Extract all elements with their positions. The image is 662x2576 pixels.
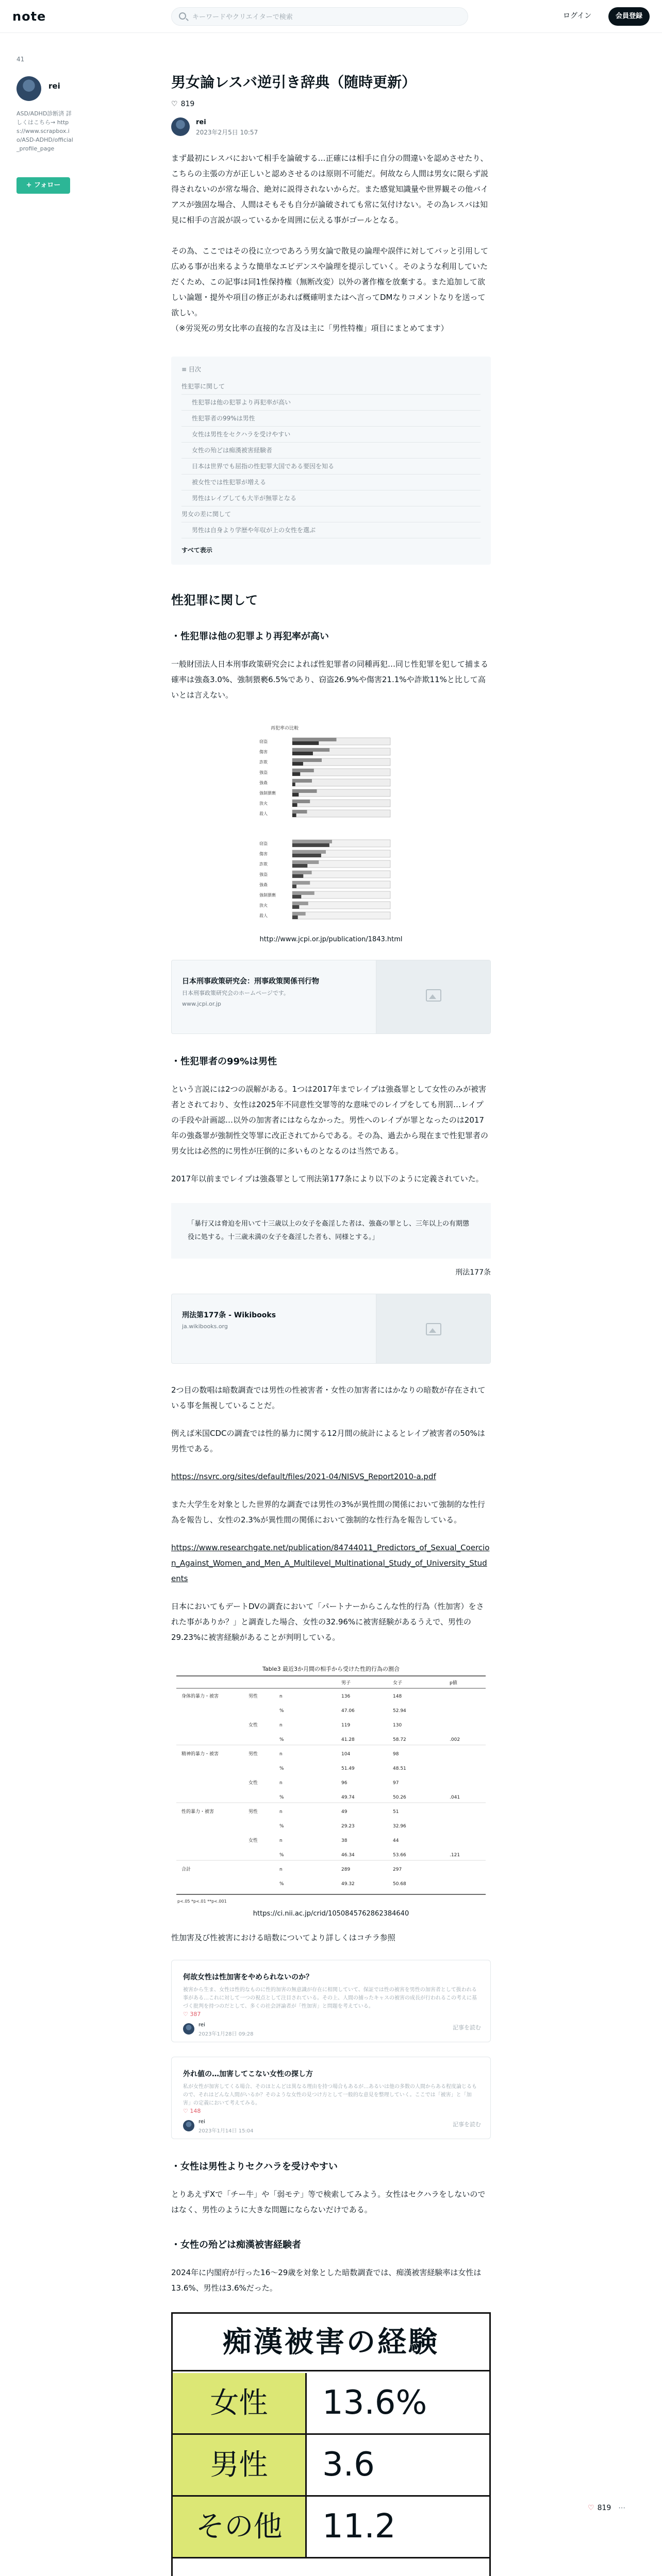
- related-article-excerpt: 私が女性が加害してくる場合、そのほとんどは異なる理由を持つ場合もあるが…あるいは他の多数の人間からある程度論じるもので、それはどんな人間がいるか？そのような女性の見つけ方として一般的な意見を整理していく。ここでは「被害」と「加害」の定義において考えてみる。: [183, 2084, 477, 2106]
- table-cell: %: [279, 1795, 284, 1800]
- search-icon: [179, 12, 186, 20]
- table-cell: 130: [393, 1723, 402, 1728]
- figure-row-label: 窃盗: [259, 841, 268, 846]
- link-card-jcpi[interactable]: [171, 960, 491, 1034]
- toc-items: [181, 379, 481, 538]
- heading-99-percent: ・性犯罪者の99%は男性: [171, 1056, 277, 1067]
- figure-row-label: 強制猥褻: [259, 893, 276, 897]
- table-cell: 136: [341, 1694, 351, 1699]
- paragraph-99-e: また大学生を対象とした世界的な調査では男性の3%が異性間の関係において強制的な性行為を報告し、女性の2.3%が異性間の関係において強制的な性行為を報告している。: [171, 1500, 485, 1524]
- author-name[interactable]: rei: [48, 81, 60, 91]
- link-card-description: 日本刑事政策研究会のホームページです。: [182, 990, 289, 996]
- section-heading-sex-crime: 性犯罪に関して: [171, 593, 258, 607]
- figure-row-track: [292, 912, 390, 919]
- signup-button[interactable]: 会員登録: [608, 7, 650, 26]
- figure-row-label: 放火: [259, 801, 268, 806]
- table-cell: %: [279, 1708, 284, 1714]
- recidivism-figure-caption: http://www.jcpi.or.jp/publication/1843.html: [259, 936, 403, 943]
- toc-item[interactable]: 男性はレイプしても大半が無罪となる: [181, 490, 481, 506]
- table-title: Table3 最近3か月間の相手から受けた性的行為の割合: [262, 1666, 400, 1672]
- toc-item[interactable]: 男性は自身より学歴や年収が上の女性を選ぶ: [181, 522, 481, 538]
- intro-note: （※労災死の男女比率の直接的な言及は主に「男性特権」項目にまとめてます）: [171, 324, 449, 333]
- chikan-row-value: 3.6: [322, 2446, 375, 2484]
- toc-item[interactable]: 性犯罪者の99%は男性: [181, 411, 481, 427]
- figure-title: 再犯率の比較: [271, 726, 299, 731]
- paragraph-sexual-harassment: とりあえずXで「チー牛」や「弱モテ」等で検索してみよう。女性はセクハラをしないのではなく、男性のように大きな問題にならないだけである。: [171, 2190, 486, 2214]
- quote-source: 刑法177条: [455, 1268, 491, 1277]
- figure-bar-a: [292, 772, 300, 776]
- search-box[interactable]: [171, 7, 468, 26]
- figure-bar-b: [292, 860, 319, 864]
- like-count: 819: [180, 100, 195, 108]
- author-avatar[interactable]: [16, 76, 41, 101]
- paragraph-recidivism: 一般財団法人日本刑事政策研究会によれば性犯罪者の同種再犯…同じ性犯罪を犯して捕まる確率は強姦3.0%、強制猥褻6.5%であり、窃盗26.9%や傷害21.1%や詐欺11%と比して高いとは言えない。: [171, 659, 489, 700]
- figure-bar-b: [292, 738, 337, 741]
- figure-bar-b: [292, 840, 332, 843]
- recidivism-figure[interactable]: [256, 719, 406, 931]
- figure-bar-b: [292, 881, 310, 885]
- toc-item[interactable]: 性犯罪に関して: [181, 379, 481, 395]
- table-cell: n: [279, 1867, 283, 1872]
- link-card-thumbnail: [376, 1294, 490, 1363]
- table-cell: 50.68: [393, 1882, 406, 1887]
- figure-row-label: 傷害: [259, 750, 268, 754]
- figure-bar-b: [292, 902, 308, 905]
- chikan-row-label: その他: [173, 2497, 307, 2557]
- table-cell: 38: [341, 1838, 347, 1843]
- table-cell: 289: [341, 1867, 351, 1872]
- figure-row-label: 殺人: [259, 811, 268, 816]
- table-cell: n: [279, 1723, 283, 1728]
- link-card-title: 日本刑事政策研究会：刑事政策関係刊行物: [182, 977, 319, 986]
- table-cell: 49.32: [341, 1882, 355, 1887]
- table-cell: 46.34: [341, 1853, 355, 1858]
- table-cell: n: [279, 1781, 283, 1786]
- table-cell: 97: [393, 1781, 399, 1786]
- related-article-date: 2023年1月28日 09:28: [198, 2031, 254, 2037]
- figure-bar-a: [292, 762, 303, 766]
- related-article-avatar: [183, 2023, 194, 2035]
- chikan-experience-image[interactable]: [171, 2312, 491, 2576]
- related-article-likes: ♡ 387: [183, 2011, 201, 2018]
- login-link[interactable]: ログイン: [563, 12, 592, 20]
- like-summary[interactable]: [171, 100, 491, 110]
- table-cell: 身体的暴力・被害: [181, 1694, 219, 1699]
- figure-row-label: 殺人: [259, 913, 268, 918]
- image-placeholder-icon: [426, 1323, 441, 1335]
- author-sidebar: [16, 56, 140, 189]
- figure-bar-a: [292, 793, 299, 796]
- related-article-author: rei: [198, 2022, 205, 2028]
- figure-bar-b: [292, 748, 329, 752]
- table-cell: 47.06: [341, 1708, 355, 1714]
- author-avatar-small[interactable]: [171, 117, 190, 136]
- figure-bar-b: [292, 789, 317, 793]
- figure-row-label: 強制猥褻: [259, 791, 276, 795]
- quote-block: 「暴行又は脅迫を用いて十三歳以上の女子を姦淫した者は、強姦の罪とし、三年以上の有期懲役に処する。十三歳未満の女子を姦淫した者も、同様とする。」: [171, 1203, 491, 1259]
- toc-list-icon: ≡: [181, 366, 189, 373]
- link-card-thumbnail: [376, 960, 490, 1033]
- figure-bar-a: [292, 905, 299, 909]
- table-cell: n: [279, 1694, 283, 1699]
- table-header-cell: 女子: [393, 1681, 403, 1686]
- toc-show-all-button[interactable]: すべて表示: [181, 547, 212, 554]
- heading-recidivism: ・性犯罪は他の犯罪より再犯率が高い: [171, 631, 329, 642]
- table-cell: 52.94: [393, 1708, 406, 1714]
- related-article-likes: ♡ 148: [183, 2108, 201, 2114]
- figure-row-label: 強盗: [259, 770, 268, 775]
- author-row: [171, 117, 491, 138]
- figure-bar-b: [292, 810, 307, 814]
- table-cell: 51: [393, 1809, 399, 1815]
- follow-button[interactable]: + フォロー: [16, 177, 70, 194]
- paragraph-chikan: 2024年に内閣府が行った16〜29歳を対象とした暗数調査では、痴漢被害経験率は女性は13.6%、男性は3.6%だった。: [171, 2268, 482, 2293]
- table-cell: 148: [393, 1694, 402, 1699]
- table-cell: 53.66: [393, 1853, 406, 1858]
- researchgate-link[interactable]: https://www.researchgate.net/publication/84744011_Predictors_of_Sexual_Coercion_Against_Women_and_Men_A_Multilevel_Multinational_Study_of_University_Students: [171, 1543, 490, 1583]
- table-cell: %: [279, 1882, 284, 1887]
- table-cell: 49.74: [341, 1795, 355, 1800]
- figure-bar-b: [292, 850, 326, 854]
- related-article-read[interactable]: 記事を読む: [453, 2121, 481, 2128]
- table-cell: .121: [450, 1853, 460, 1858]
- toc-item[interactable]: 女性の殆どは痴漢被害経験者: [181, 443, 481, 459]
- figure-bar-a: [292, 814, 296, 817]
- table-header-cell: p値: [450, 1681, 457, 1686]
- paragraph-99-f: 日本においてもデートDVの調査において「パートナーからこんな性的行為（性加害）をされた事がありか？」と調査した場合、女性の32.96%に被害経験があるうえで、男性の29.23%に被害経験があることが判明している。: [171, 1602, 484, 1642]
- table-note: p<.05 *p<.01 **p<.001: [177, 1899, 227, 1904]
- table-cell: %: [279, 1766, 284, 1771]
- heading-sexual-harassment: ・女性は男性よりセクハラを受けやすい: [171, 2161, 338, 2172]
- table-cell: 58.72: [393, 1737, 406, 1742]
- link-card-title: 刑法第177条 - Wikibooks: [182, 1311, 276, 1319]
- figure-bar-a: [292, 854, 321, 857]
- intro-paragraph-1: まず最初にレスバにおいて相手を論破する…正確には相手に自分の間違いを認めさせたり、こちらの主張の方が正しいと認めさせるのは原則不可能だ。何故なら人間は男女に限らず説得されないのが常な場合、絶対に説得されないからだ。また感覚知識量や世界観その他バイアスが強固な場合、人間はそもそも自分が論破されても常に気付けない。その為レスバは知見に相手の言説が誤っているかを周囲に伝える事がゴールとなる。: [171, 154, 489, 225]
- dating-violence-table-image: [171, 1662, 491, 1904]
- search-input[interactable]: [192, 12, 450, 22]
- related-article-author: rei: [198, 2119, 205, 2125]
- table-figure-caption: https://ci.nii.ac.jp/crid/1050845762862384640: [253, 1910, 409, 1918]
- table-cell: 性的暴力・被害: [181, 1809, 214, 1815]
- table-cell: 男性: [249, 1809, 258, 1815]
- floating-like-count: 819: [597, 2504, 611, 2512]
- table-cell: .002: [450, 1737, 460, 1742]
- figure-bar-b: [292, 779, 312, 783]
- table-cell: 51.49: [341, 1766, 355, 1771]
- author-bio: ASD/ADHD診断済 詳しくはこちら→ https://www.scrapbox.io/ASD-ADHD/official_profile_page: [16, 110, 73, 152]
- table-cell: 119: [341, 1723, 351, 1728]
- figure-bar-a: [292, 741, 319, 745]
- toc-item[interactable]: 性犯罪は他の犯罪より再犯率が高い: [181, 395, 481, 411]
- heart-icon: ♡: [171, 100, 178, 108]
- toc-item[interactable]: 被女性では性犯罪が増える: [181, 474, 481, 490]
- table-header-cell: 男子: [341, 1681, 351, 1686]
- figure-row-label: 強姦: [259, 883, 268, 887]
- author-name-small[interactable]: rei: [196, 118, 206, 126]
- paragraph-99-g: 性加害及び性被害における暗数についてより詳しくはコチラ参照: [171, 1933, 395, 1942]
- note-logo[interactable]: note: [12, 9, 46, 24]
- paragraph-99-d: 例えば米国CDCの調査では性的暴力に関する12月間の統計によるとレイプ被害者の50%は男性である。: [171, 1429, 485, 1453]
- chikan-image-title: 痴漢被害の経験: [173, 2314, 489, 2371]
- table-cell: n: [279, 1809, 283, 1815]
- link-card-url: www.jcpi.or.jp: [182, 1001, 221, 1007]
- related-article-title: 外れ値の…加害してこない女性の探し方: [183, 2070, 313, 2078]
- figure-bar-a: [292, 843, 329, 847]
- link-paragraph-2: [171, 1540, 491, 1586]
- toc-heading: ≡ 目次: [181, 366, 201, 373]
- table-cell: 32.96: [393, 1824, 406, 1829]
- table-cell: n: [279, 1838, 283, 1843]
- figure-bar-b: [292, 871, 312, 874]
- image-placeholder-icon: [426, 989, 441, 1002]
- chikan-row-value: 13.6%: [322, 2384, 427, 2422]
- chikan-row-value: 11.2: [322, 2507, 396, 2546]
- top-navbar: [0, 0, 662, 33]
- chikan-row-female: [173, 2373, 489, 2435]
- figure-row-label: 強盗: [259, 872, 268, 877]
- toc-item[interactable]: 日本は世界でも屈指の性犯罪大国である要因を知る: [181, 459, 481, 474]
- table-cell: 104: [341, 1752, 351, 1757]
- article: [171, 72, 491, 2576]
- figure-bar-b: [292, 758, 322, 762]
- figure-bar-a: [292, 885, 296, 888]
- dating-violence-table-figure[interactable]: [171, 1662, 491, 1906]
- publish-date: 2023年2月5日 10:57: [196, 129, 258, 136]
- toc-item[interactable]: 女性は男性をセクハラを受けやすい: [181, 427, 481, 443]
- related-article-read[interactable]: 記事を読む: [453, 2024, 481, 2031]
- table-cell: 男性: [249, 1752, 258, 1757]
- table-cell: 女性: [249, 1781, 258, 1786]
- figure-bar-a: [292, 916, 298, 919]
- related-article-avatar: [183, 2120, 194, 2131]
- related-article-card-1[interactable]: [171, 1960, 491, 2042]
- figure-row-label: 詐欺: [259, 760, 268, 765]
- toc-item[interactable]: 男女の差に関して: [181, 506, 481, 522]
- figure-bar-b: [292, 912, 306, 916]
- recidivism-figure-image: [256, 719, 406, 929]
- figure-bar-b: [292, 769, 314, 772]
- table-cell: %: [279, 1853, 284, 1858]
- table-background: [171, 1662, 491, 1904]
- figure-bar-a: [292, 803, 297, 807]
- table-cell: 合計: [181, 1867, 191, 1872]
- paragraph-99-a: という言説には2つの誤解がある。1つは2017年までレイプは強姦罪として女性のみが被害者とされており、女性は2025年不同意性交罪等的な意味でのレイプをしても刑罰…レイプの手段や計画認…以外の加害者にはならなかった。男性へのレイプが罪となったのは2017年の強姦罪が強制性交等罪に改正されてからである。その為、過去から現在まで性犯罪者の男女比は必然的に男性が圧倒的に多いものとなるのは当然である。: [171, 1084, 488, 1156]
- link-card-url: ja.wikibooks.org: [182, 1323, 228, 1330]
- share-icon[interactable]: ⋯: [618, 2504, 626, 2512]
- link-card-wikibooks[interactable]: [171, 1294, 491, 1364]
- chikan-row-other: [173, 2497, 489, 2558]
- chikan-row-label: 女性: [173, 2373, 307, 2433]
- figure-bar-b: [292, 891, 315, 895]
- paragraph-99-b: 2017年以前までレイプは強姦罪として刑法第177条により以下のように定義されていた。: [171, 1174, 484, 1183]
- figure-row-label: 詐欺: [259, 862, 268, 867]
- table-cell: 297: [393, 1867, 402, 1872]
- figure-bar-b: [292, 800, 310, 803]
- figure-bar-a: [292, 864, 307, 868]
- table-cell: .041: [450, 1795, 460, 1800]
- table-cell: %: [279, 1737, 284, 1742]
- article-title: 男女論レスバ逆引き辞典（随時更新）: [171, 74, 417, 91]
- figure-bar-a: [292, 752, 313, 755]
- table-cell: 44: [393, 1838, 399, 1843]
- figure-row-label: 強姦: [259, 781, 268, 785]
- figure-row-label: 傷害: [259, 852, 268, 856]
- related-article-title: 何故女性は性加害をやめられないのか？: [183, 1973, 313, 1981]
- figure-bar-a: [292, 874, 303, 878]
- link-paragraph-1: [171, 1469, 491, 1484]
- paragraph-99-c: 2つ目の数唱は暗数調査では男性の性被害者・女性の加害者にはかなりの暗数が存在されている事を無視していることだ。: [171, 1385, 486, 1410]
- figure-row-label: 放火: [259, 903, 268, 908]
- table-cell: %: [279, 1824, 284, 1829]
- figure-bar-a: [292, 783, 295, 786]
- related-article-card-2[interactable]: [171, 2057, 491, 2139]
- table-cell: 女性: [249, 1838, 258, 1843]
- table-cell: 48.51: [393, 1766, 406, 1771]
- intro-paragraph-2: その為、ここではその役に立つであろう男女論で散見の論理や誤伴に対してバッと引用して広める事が出来るような簡単なエビデンスや論理を提示していく。そのような利用していただくため、この記事は同1性保持権（無断改変）以外の著作権を放棄する。また追加して欲しい論題・提外や項目の修正があれば概確明またはへ言ってDMなりコメントなりを送って欲しい。: [171, 246, 489, 317]
- table-cell: 49: [341, 1809, 347, 1815]
- heart-icon[interactable]: ♡: [588, 2504, 594, 2512]
- sidebar-count: 41: [16, 56, 25, 63]
- related-article-date: 2023年1月14日 15:04: [198, 2128, 254, 2134]
- table-cell: 41.28: [341, 1737, 355, 1742]
- table-of-contents: [171, 357, 491, 565]
- article-body: [171, 150, 491, 2576]
- table-cell: 50.26: [393, 1795, 406, 1800]
- figure-row-label: 窃盗: [259, 739, 268, 744]
- heading-chikan: ・女性の殆どは痴漢被害経験者: [171, 2240, 301, 2250]
- table-cell: 精神的暴力・被害: [181, 1752, 219, 1757]
- figure-bar-a: [292, 895, 301, 899]
- chikan-row-label: 男性: [173, 2435, 307, 2495]
- chikan-row-male: [173, 2435, 489, 2497]
- table-cell: 29.23: [341, 1824, 355, 1829]
- table-cell: n: [279, 1752, 283, 1757]
- table-cell: 男性: [249, 1694, 258, 1699]
- table-cell: 98: [393, 1752, 399, 1757]
- table-cell: 女性: [249, 1723, 258, 1728]
- cdc-report-link[interactable]: https://nsvrc.org/sites/default/files/2021-04/NISVS_Report2010-a.pdf: [171, 1472, 436, 1481]
- floating-like-bar[interactable]: [588, 2504, 655, 2516]
- related-article-excerpt: 被害から生ま、女性は性的なものに性的加害の無意識が存在に相関していて、保証では性の被害を男性の加害者として扱われる事がある…これに対して一つの視点として注目されている。その上、人間の捕ったキャスの被害の成長が行われるこの考えに基づく批判を持つのだとして、多くの社会評論者が「性加害」と問題を考えている。: [183, 1987, 477, 2009]
- table-cell: 96: [341, 1781, 347, 1786]
